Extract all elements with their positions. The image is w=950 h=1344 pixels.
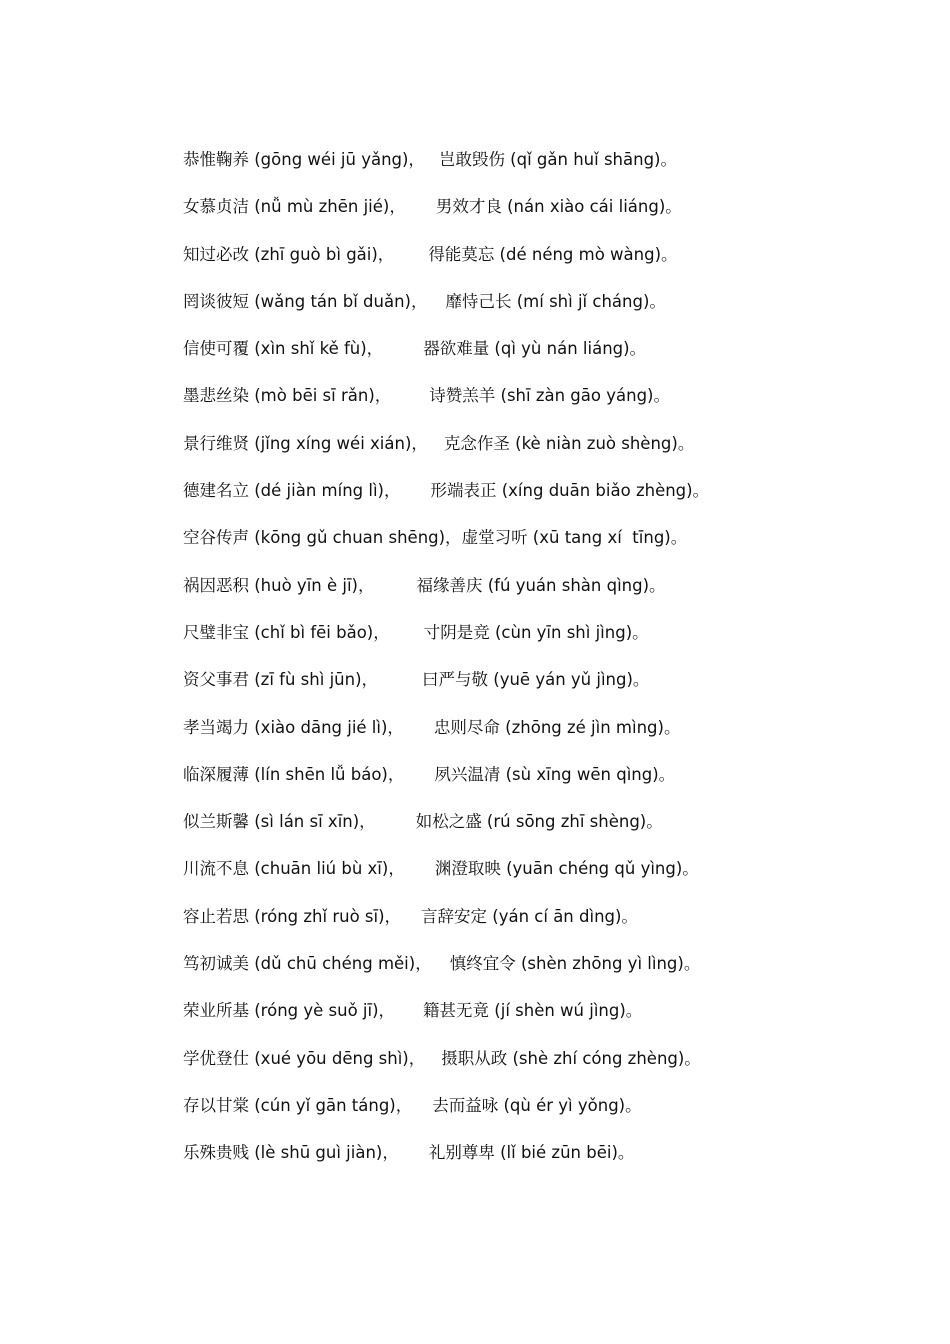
verse-first-half: 乐殊贵贱 (lè shū guì jiàn)， [183,1143,399,1163]
verse-second-half: 男效才良 (nán xiào cái liáng)。 [435,197,682,217]
verse-second-half: 福缘善庆 (fú yuán shàn qìng)。 [416,575,666,595]
verse-first-half: 存以甘棠 (cún yǐ gān táng)， [183,1095,413,1115]
verse-line [183,430,903,477]
verse-line [183,241,903,288]
verse-first-half: 笃初诚美 (dǔ chū chéng měi)， [183,954,432,974]
verse-line [183,1045,903,1092]
verse-line [183,335,903,382]
verse-second-half: 曰严与敬 (yuē yán yǔ jìng)。 [422,670,650,690]
verse-second-half: 器欲难量 (qì yù nán liáng)。 [423,339,647,359]
verse-second-half: 慎终宜令 (shèn zhōng yì lìng)。 [449,954,701,974]
verse-line [183,572,903,619]
verse-first-half: 荣业所基 (róng yè suǒ jī)， [183,1001,396,1021]
verse-first-half: 似兰斯馨 (sì lán sī xīn)， [183,812,376,832]
verse-line [183,761,903,808]
verse-first-half: 临深履薄 (lín shēn lǚ báo)， [183,764,405,784]
verse-line [183,808,903,855]
verse-line [183,288,903,335]
verse-second-half: 靡恃己长 (mí shì jǐ cháng)。 [445,291,666,311]
verse-line [183,146,903,193]
verse-line [183,193,903,240]
verse-line [183,903,903,950]
verse-line [183,714,903,761]
verse-second-half: 虚堂习听 (xū tang xí tīng)。 [461,528,688,548]
verse-first-half: 景行维贤 (jǐng xíng wéi xián)， [183,433,428,453]
verse-second-half: 摄职从政 (shè zhí cóng zhèng)。 [441,1048,701,1068]
verse-first-half: 学优登仕 (xué yōu dēng shì)， [183,1048,426,1068]
verse-second-half: 礼别尊卑 (lǐ bié zūn bēi)。 [428,1143,635,1163]
verse-second-half: 言辞安定 (yán cí ān dìng)。 [421,906,638,926]
verse-second-half: 籍甚无竟 (jí shèn wú jìng)。 [423,1001,643,1021]
verse-line [183,477,903,524]
verse-second-half: 寸阴是竞 (cùn yīn shì jìng)。 [423,622,649,642]
verse-second-half: 克念作圣 (kè niàn zuò shèng)。 [443,433,695,453]
verse-line [183,1139,903,1186]
verse-line [183,666,903,713]
verse-line [183,619,903,666]
verse-second-half: 夙兴温凊 (sù xīng wēn qìng)。 [434,764,676,784]
verse-first-half: 女慕贞洁 (nǚ mù zhēn jié)， [183,197,406,217]
verse-first-half: 罔谈彼短 (wǎng tán bǐ duǎn)， [183,291,428,311]
verse-first-half: 知过必改 (zhī guò bì gǎi)， [183,244,395,264]
verse-second-half: 如松之盛 (rú sōng zhī shèng)。 [415,812,663,832]
verse-line [183,997,903,1044]
verse-first-half: 祸因恶积 (huò yīn è jī)， [183,575,375,595]
verse-second-half: 岂敢毁伤 (qǐ gǎn huǐ shāng)。 [438,150,677,169]
verse-line [183,855,903,902]
verse-second-half: 诗赞羔羊 (shī zàn gāo yáng)。 [429,386,670,406]
verse-line [183,524,903,571]
verse-first-half: 尺璧非宝 (chǐ bì fēi bǎo)， [183,622,390,642]
verse-first-half: 川流不息 (chuān liú bù xī)， [183,859,405,879]
verse-first-half: 信使可覆 (xìn shǐ kě fù)， [183,339,384,359]
verse-second-half: 去而益咏 (qù ér yì yǒng)。 [432,1095,642,1115]
verse-line [183,950,903,997]
verse-first-half: 墨悲丝染 (mò bēi sī rǎn)， [183,386,392,406]
verse-second-half: 得能莫忘 (dé néng mò wàng)。 [428,244,678,264]
verse-second-half: 形端表正 (xíng duān biǎo zhèng)。 [430,481,710,501]
verse-first-half: 空谷传声 (kōng gǔ chuan shēng)， [183,528,462,548]
verse-second-half: 渊澄取映 (yuān chéng qǔ yìng)。 [434,859,699,879]
verse-first-half: 容止若思 (róng zhǐ ruò sī)， [183,906,402,926]
verse-first-half: 孝当竭力 (xiào dāng jié lì)， [183,717,404,737]
verse-line [183,1092,903,1139]
verse-line [183,382,903,429]
verse-list [183,146,903,1187]
verse-second-half: 忠则尽命 (zhōng zé jìn mìng)。 [433,717,681,737]
verse-first-half: 资父事君 (zī fù shì jūn)， [183,670,379,690]
verse-first-half: 恭惟鞠养 (gōng wéi jū yǎng)， [183,150,425,169]
verse-first-half: 德建名立 (dé jiàn míng lì)， [183,481,401,501]
